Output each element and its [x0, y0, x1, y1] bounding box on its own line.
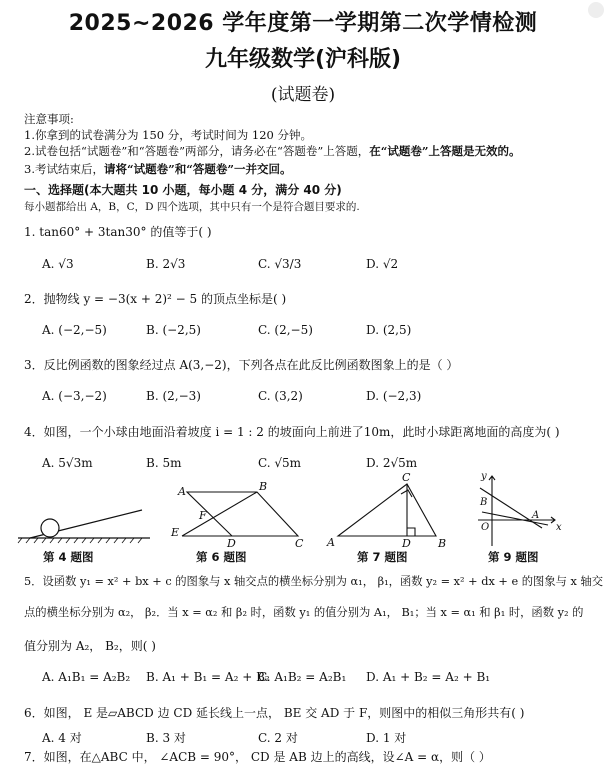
- fig7-right-angle-mark: [407, 528, 415, 536]
- question-1-option-d: D. √2: [366, 257, 399, 271]
- question-3-option-d: D. (−2,3): [366, 389, 422, 403]
- question-2-option-a: A. (−2,−5): [42, 323, 107, 337]
- question-2-stem: 2．抛物线 y = −3(x + 2)² − 5 的顶点坐标是( ): [24, 292, 287, 306]
- question-3-option-a: A. (−3,−2): [42, 389, 107, 403]
- section-1-heading: 一、选择题(本大题共 10 小题，每小题 4 分，满分 40 分): [24, 183, 342, 197]
- question-2-option-b: B. (−2,5): [146, 323, 201, 337]
- fig9-label-x: x: [556, 522, 562, 533]
- notes-item-1: 1.你拿到的试卷满分为 150 分，考试时间为 120 分钟。: [24, 128, 312, 142]
- question-3-option-c: C. (3,2): [258, 389, 303, 403]
- figures-row: [0, 470, 606, 548]
- question-6-option-b: B. 3 对: [146, 731, 186, 745]
- question-1-option-b: B. 2√3: [146, 257, 186, 271]
- notes-item-3-emphasis: 请将“试题卷”和“答题卷”一并交回。: [103, 162, 292, 176]
- fig4-ball: [41, 519, 59, 537]
- section-1-instruction: 每小题都给出 A，B，C，D 四个选项，其中只有一个是符合题目要求的.: [24, 201, 360, 213]
- question-5-option-a: A. A₁B₁ = A₂B₂: [42, 670, 131, 684]
- question-4-stem: 4．如图，一个小球由地面沿着坡度 i = 1 : 2 的坡面向上前进了10m，此时小球距离地面的高度为( ): [24, 425, 560, 439]
- notes-item-2: [24, 143, 520, 159]
- figure-7-caption: 第 7 题图: [357, 550, 408, 564]
- question-5-line-2: 点的横坐标分别为 α₂， β₂．当 x = α₂ 和 β₂ 时，函数 y₁ 的值分别为 A₁， B₁；当 x = α₁ 和 β₁ 时，函数 y₂ 的: [24, 606, 584, 619]
- exam-subtitle: 九年级数学(沪科版): [204, 47, 402, 72]
- notes-item-2-emphasis: 在“试题卷”上答题是无效的。: [369, 144, 521, 158]
- question-7-stem: 7．如图，在△ABC 中， ∠ACB = 90°， CD 是 AB 边上的高线，设∠A = α，则（ ）: [24, 750, 491, 764]
- exam-paper-type: (试题卷): [270, 85, 336, 105]
- question-4-option-b: B. 5m: [146, 456, 182, 470]
- figure-6-labels: [170, 480, 304, 548]
- notes-item-3-text: 3.考试结束后，: [24, 162, 104, 176]
- question-6-stem: 6．如图， E 是▱ABCD 边 CD 延长线上一点， BE 交 AD 于 F，则图中的相似三角形共有( ): [24, 706, 525, 720]
- figure-4-caption: 第 4 题图: [43, 550, 94, 564]
- fig6-label-d: D: [227, 537, 236, 548]
- question-1-option-a: A. √3: [42, 257, 74, 271]
- fig9-label-a: A: [532, 510, 540, 521]
- fig6-label-b: B: [259, 480, 268, 493]
- notes-item-2-text: 2.试卷包括“试题卷”和“答题卷”两部分，请务必在“答题卷”上答题，: [24, 144, 370, 158]
- figure-4: [18, 510, 150, 543]
- question-5-option-d: D. A₁ + B₂ = A₂ + B₁: [366, 670, 491, 684]
- question-6-option-c: C. 2 对: [258, 731, 298, 745]
- fig4-hatch: [18, 538, 142, 543]
- question-5-line-1: 5．设函数 y₁ = x² + bx + c 的图象与 x 轴交点的横坐标分别为 α₁， β₁，函数 y₂ = x² + dx + e 的图象与 x 轴交: [24, 575, 604, 588]
- fig9-label-o: O: [481, 522, 490, 533]
- question-4-option-d: D. 2√5m: [366, 456, 418, 470]
- question-3-option-b: B. (2,−3): [146, 389, 201, 403]
- fig7-triangle: [338, 484, 436, 536]
- question-2-option-d: D. (2,5): [366, 323, 412, 337]
- question-3-stem: 3．反比例函数的图象经过点 A(3,−2)，下列各点在此反比例函数图象上的是（ ）: [24, 358, 459, 372]
- notes-heading: 注意事项:: [24, 112, 74, 126]
- notes-item-3: [24, 161, 291, 177]
- question-4-option-a: A. 5√3m: [42, 456, 93, 470]
- question-5-option-b: B. A₁ + B₁ = A₂ + B₂: [146, 670, 270, 684]
- fig9-label-y: y: [481, 471, 487, 482]
- figure-9: [478, 476, 555, 546]
- fig7-label-c: C: [402, 471, 411, 484]
- fig6-label-e: E: [171, 526, 180, 539]
- question-4-option-c: C. √5m: [258, 456, 302, 470]
- question-1-stem: 1. tan60° + 3tan30° 的值等于( ): [24, 225, 212, 239]
- fig6-label-a: A: [178, 485, 186, 498]
- question-2-option-c: C. (2,−5): [258, 323, 313, 337]
- fig7-label-a: A: [327, 536, 335, 548]
- question-1-option-c: C. √3/3: [258, 257, 302, 271]
- figure-6-caption: 第 6 题图: [196, 550, 247, 564]
- fig6-label-f: F: [199, 509, 207, 522]
- fig7-label-b: B: [438, 537, 447, 548]
- fig6-label-c: C: [295, 537, 304, 548]
- figure-7: [338, 484, 436, 536]
- figure-9-caption: 第 9 题图: [488, 550, 539, 564]
- question-5-line-3: 值分别为 A₂， B₂，则( ): [24, 639, 156, 653]
- exam-title: 2025~2026 学年度第一学期第二次学情检测: [68, 11, 538, 36]
- question-6-option-a: A. 4 对: [42, 731, 82, 745]
- fig9-label-b: B: [480, 497, 488, 508]
- fig7-label-d: D: [402, 537, 411, 548]
- question-6-option-d: D. 1 对: [366, 731, 407, 745]
- question-5-option-c: C. A₁B₂ = A₂B₁: [258, 670, 347, 684]
